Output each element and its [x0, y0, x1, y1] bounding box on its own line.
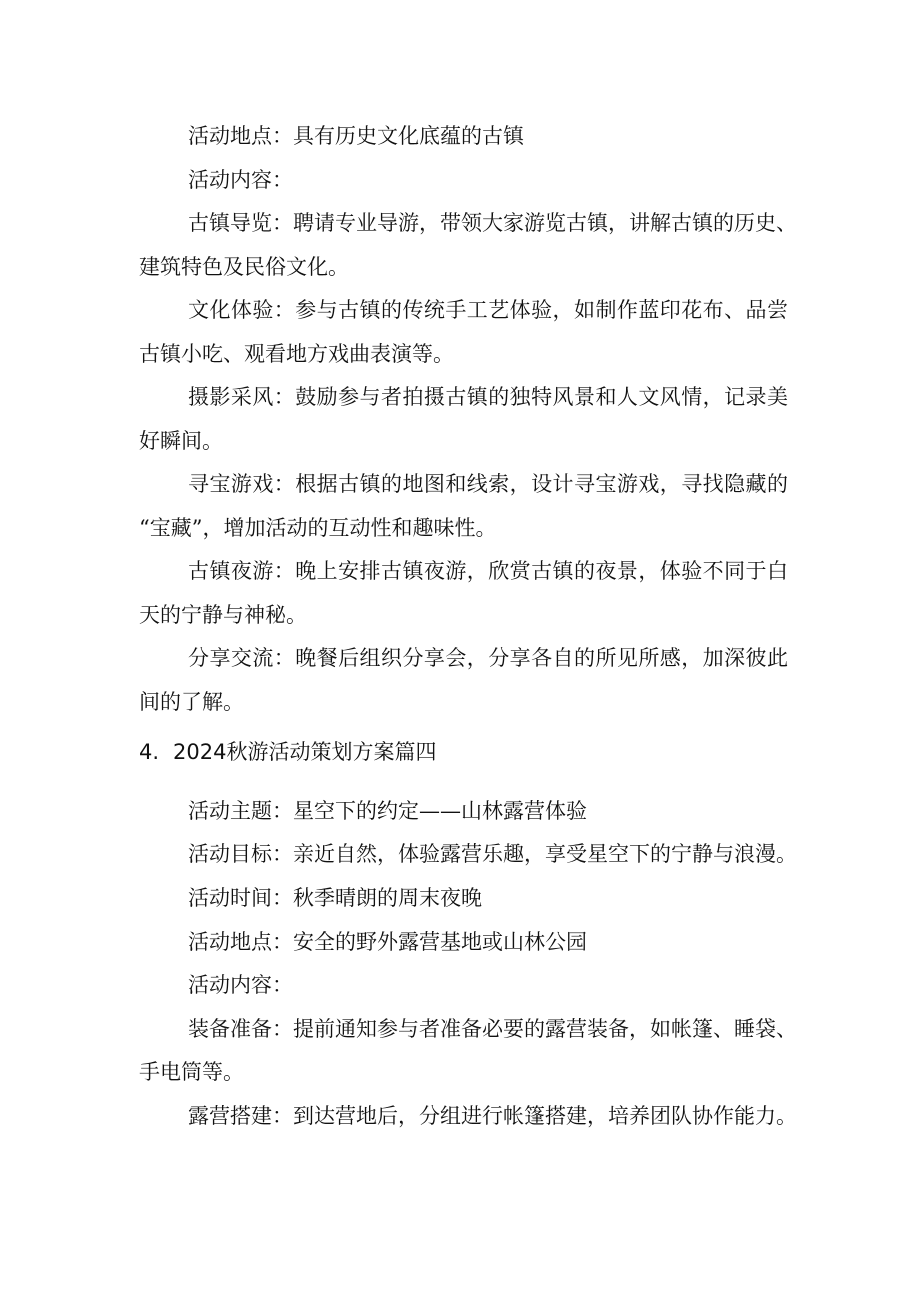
section-title: 2024秋游活动策划方案篇四 [173, 740, 437, 764]
paragraph-sharing-line2: 间的了解。 [139, 690, 244, 714]
paragraph-culture-line2: 古镇小吃、观看地方戏曲表演等。 [139, 342, 454, 366]
paragraph-content-label: 活动内容： [188, 168, 293, 192]
paragraph-content-label-2: 活动内容： [188, 973, 293, 997]
paragraph-location: 活动地点：具有历史文化底蕴的古镇 [188, 124, 524, 148]
section-heading [139, 738, 437, 766]
paragraph-theme: 活动主题：星空下的约定——山林露营体验 [188, 799, 587, 823]
paragraph-photography-line1: 摄影采风：鼓励参与者拍摄古镇的独特风景和人文风情，记录美 [188, 385, 788, 409]
paragraph-culture-line1: 文化体验：参与古镇的传统手工艺体验，如制作蓝印花布、品尝 [188, 298, 788, 322]
paragraph-tent-setup: 露营搭建：到达营地后，分组进行帐篷搭建，培养团队协作能力。 [188, 1104, 797, 1128]
paragraph-goal: 活动目标：亲近自然，体验露营乐趣，享受星空下的宁静与浪漫。 [188, 842, 797, 866]
paragraph-treasure-line2: “宝藏”，增加活动的互动性和趣味性。 [139, 516, 497, 540]
paragraph-night-tour-line1: 古镇夜游：晚上安排古镇夜游，欣赏古镇的夜景，体验不同于白 [188, 559, 788, 583]
paragraph-photography-line2: 好瞬间。 [139, 429, 223, 453]
paragraph-place: 活动地点：安全的野外露营基地或山林公园 [188, 930, 587, 954]
section-number: 4. [139, 740, 160, 764]
paragraph-equipment-line2: 手电筒等。 [139, 1060, 244, 1084]
paragraph-time: 活动时间：秋季晴朗的周末夜晚 [188, 886, 482, 910]
paragraph-equipment-line1: 装备准备：提前通知参与者准备必要的露营装备，如帐篷、睡袋、 [188, 1017, 797, 1041]
paragraph-guided-tour-line2: 建筑特色及民俗文化。 [139, 255, 349, 279]
paragraph-night-tour-line2: 天的宁静与神秘。 [139, 603, 307, 627]
paragraph-guided-tour-line1: 古镇导览：聘请专业导游，带领大家游览古镇，讲解古镇的历史、 [188, 211, 797, 235]
paragraph-sharing-line1: 分享交流：晚餐后组织分享会，分享各自的所见所感，加深彼此 [188, 646, 788, 670]
paragraph-treasure-line1: 寻宝游戏：根据古镇的地图和线索，设计寻宝游戏，寻找隐藏的 [188, 472, 788, 496]
